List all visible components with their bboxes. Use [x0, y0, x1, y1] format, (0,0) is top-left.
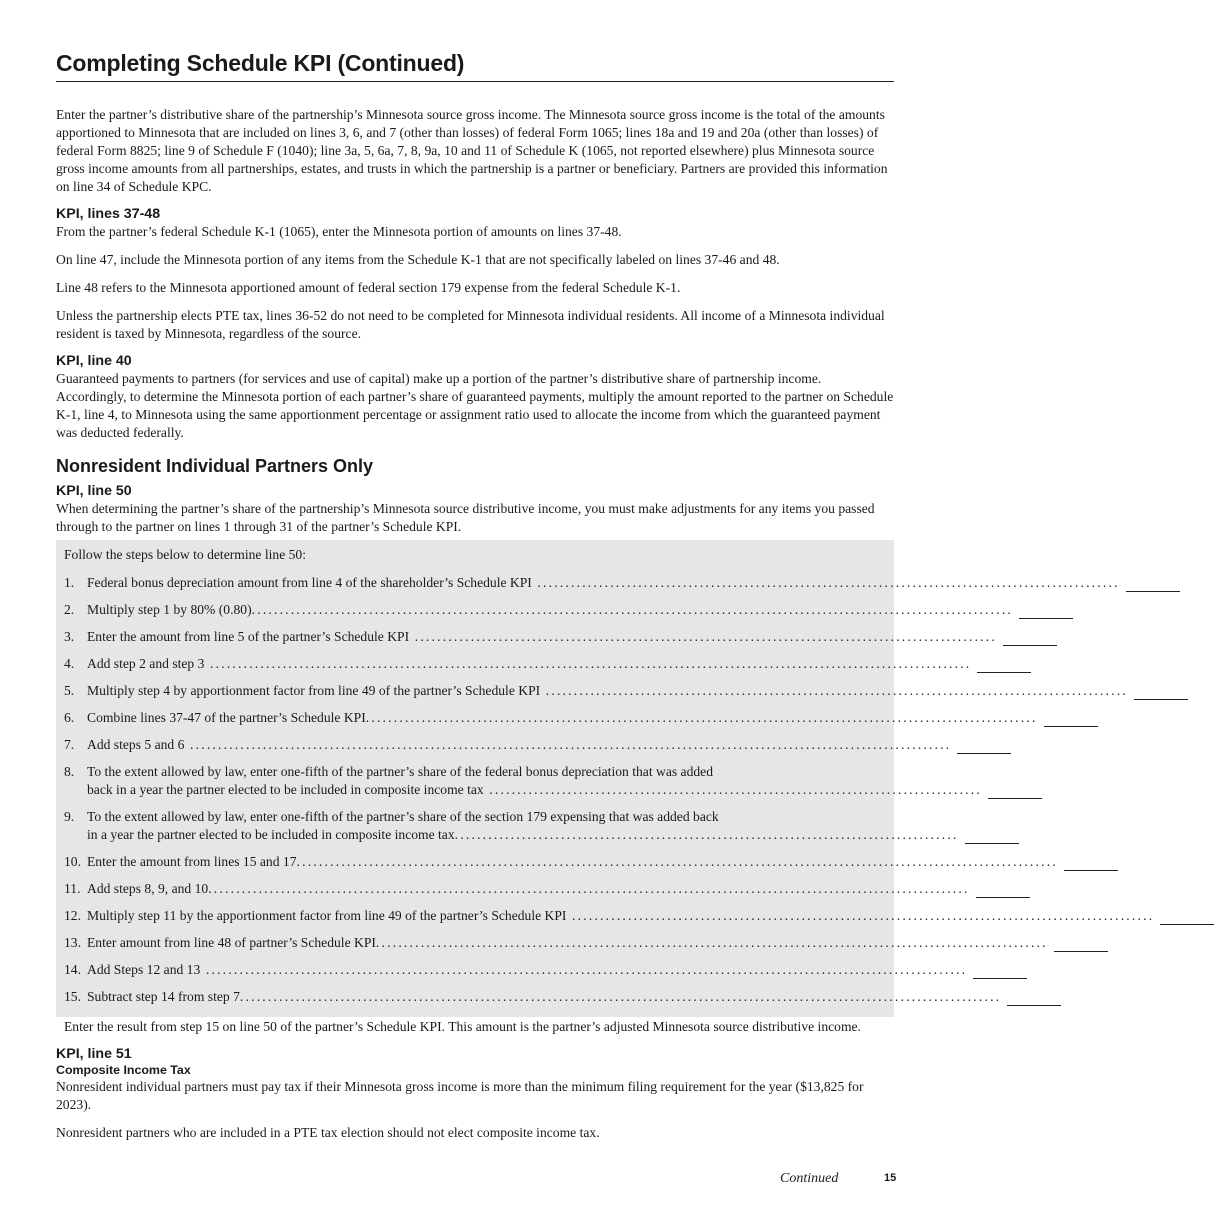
step-answer-blank[interactable] — [957, 739, 1011, 754]
step-number: 10. — [64, 854, 81, 869]
step-number: 7. — [64, 737, 75, 752]
step-number: 9. — [64, 809, 75, 824]
intro-paragraph: Enter the partner’s distributive share of the partnership’s Minnesota source gross income. The Minnesota source gross income is the total of the amounts apportioned to Minnesota that are included on lines 3, 6, and 7 (other than losses) of federal Form 1065; lines 18a and 19 and 20a (other than losses) of federal Form 8825; line 9 of Schedule F (1040); line 3a, 5, 6a, 7, 8, 9a, 10 and 11 of Schedule K (1065, not reported elsewhere) plus Minnesota source gross income amounts from all partnerships, estates, and trusts in which the partnership is a partner or beneficiary. Partners are provided this information on line 34 of Schedule KPC. — [56, 107, 888, 194]
paragraph: Nonresident individual partners must pay tax if their Minnesota gross income is more than the minimum filing requirement for the year ($13,825 for 2023). — [56, 1079, 864, 1112]
worksheet-step: 13. Enter amount from line 48 of partner’s Schedule KPI........................................................................................................................ — [64, 934, 888, 952]
step-number: 12. — [64, 908, 81, 923]
worksheet-step: 10. Enter the amount from lines 15 and 17........................................................................................................................................ — [64, 853, 888, 871]
paragraph: Line 48 refers to the Minnesota apportioned amount of federal section 179 expense from the federal Schedule K-1. — [56, 280, 681, 295]
worksheet-step: 14. Add Steps 12 and 13 ........................................................................................................................................ — [64, 961, 888, 979]
paragraph: Nonresident partners who are included in a PTE tax election should not elect composite income tax. — [56, 1125, 600, 1140]
subheading-composite-income-tax: Composite Income Tax — [56, 1063, 191, 1077]
section-heading-line-40: KPI, line 40 — [56, 353, 132, 369]
step-text: Enter the amount from lines 15 and 17 — [87, 854, 297, 869]
step-number: 3. — [64, 629, 75, 644]
step-number: 2. — [64, 602, 75, 617]
step-number: 1. — [64, 575, 75, 590]
step-answer-blank[interactable] — [1064, 856, 1118, 871]
step-answer-blank[interactable] — [988, 784, 1042, 799]
paragraph: On line 47, include the Minnesota portion of any items from the Schedule K-1 that are not specifically labeled on lines 37-46 and 48. — [56, 252, 780, 267]
step-answer-blank[interactable] — [965, 829, 1019, 844]
worksheet-step: 2. Multiply step 1 by 80% (0.80)........................................................................................................................................ — [64, 601, 888, 619]
step-text: Add step 2 and step 3 — [87, 656, 205, 671]
step-answer-blank[interactable] — [1054, 937, 1108, 952]
step-answer-blank[interactable] — [1134, 685, 1188, 700]
section-heading-lines-37-48: KPI, lines 37-48 — [56, 206, 161, 222]
step-number: 14. — [64, 962, 81, 977]
step-text-line-1: To the extent allowed by law, enter one-fifth of the partner’s share of the federal bonus depreciation that was added — [87, 764, 714, 779]
step-text: Add steps 8, 9, and 10 — [87, 881, 209, 896]
worksheet-step: 4. Add step 2 and step 3 ........................................................................................................................................ — [64, 655, 888, 673]
step-number: 11. — [64, 881, 81, 896]
step-number: 5. — [64, 683, 75, 698]
step-text: Add Steps 12 and 13 — [87, 962, 201, 977]
worksheet-step: 12. Multiply step 11 by the apportionment factor from line 49 of the partner’s Schedule KPI ........................................................................................................ — [64, 907, 888, 925]
worksheet-step: 3. Enter the amount from line 5 of the partner’s Schedule KPI ........................................................................................................ — [64, 628, 888, 646]
step-text-line-1: To the extent allowed by law, enter one-fifth of the partner’s share of the section 179 expensing that was added back — [87, 809, 719, 824]
worksheet-step: 8. To the extent allowed by law, enter one-fifth of the partner’s share of the federal bonus depreciation that was added back in a year the partner elected to be included in composite income tax ........................................................................................ — [64, 763, 888, 799]
steps-worksheet — [56, 540, 1155, 1017]
step-number: 6. — [64, 710, 75, 725]
page-content — [56, 50, 1155, 1152]
page-title: Completing Schedule KPI (Continued) — [56, 50, 894, 82]
step-text: Subtract step 14 from step 7 — [87, 989, 240, 1004]
step-number: 4. — [64, 656, 75, 671]
worksheet-step: 1. Federal bonus depreciation amount from line 4 of the shareholder’s Schedule KPI ........................................................................................................ — [64, 574, 888, 592]
step-text: Enter amount from line 48 of partner’s Schedule KPI — [87, 935, 376, 950]
step-text-line-2: in a year the partner elected to be included in composite income tax — [87, 827, 455, 842]
paragraph: Guaranteed payments to partners (for services and use of capital) make up a portion of the partner’s distributive share of partnership income. Accordingly, to determine the Minnesota portion of each partner’s share of guaranteed payments, multiply the amount reported to the partner on Schedule K-1, line 4, to Minnesota using the same apportionment percentage or assignment ratio used to allocate the income from which the guaranteed payment was deducted federally. — [56, 371, 894, 440]
step-answer-blank[interactable] — [1160, 910, 1214, 925]
step-text: Federal bonus depreciation amount from line 4 of the shareholder’s Schedule KPI — [87, 575, 532, 590]
page-number: 15 — [884, 1172, 897, 1184]
step-answer-blank[interactable] — [1007, 991, 1061, 1006]
step-number: 8. — [64, 764, 75, 779]
step-answer-blank[interactable] — [1126, 577, 1180, 592]
section-heading-line-51: KPI, line 51 — [56, 1046, 132, 1062]
paragraph: From the partner’s federal Schedule K-1 (1065), enter the Minnesota portion of amounts on lines 37-48. — [56, 224, 622, 239]
steps-lead: Follow the steps below to determine line 50: — [64, 547, 307, 562]
paragraph: When determining the partner’s share of the partnership’s Minnesota source distributive income, you must make adjustments for any items you passed through to the partner on lines 1 through 31 of the partner’s Schedule KPI. — [56, 501, 875, 534]
step-answer-blank[interactable] — [976, 883, 1030, 898]
step-text: Multiply step 11 by the apportionment factor from line 49 of the partner’s Schedule KPI — [87, 908, 567, 923]
step-number: 13. — [64, 935, 81, 950]
step-answer-blank[interactable] — [1019, 604, 1073, 619]
step-text: Combine lines 37-47 of the partner’s Schedule KPI — [87, 710, 366, 725]
continued-label: Continued — [780, 1171, 839, 1186]
worksheet-step: 6. Combine lines 37-47 of the partner’s Schedule KPI........................................................................................................................ — [64, 709, 888, 727]
step-number: 15. — [64, 989, 81, 1004]
worksheet-step: 15. Subtract step 14 from step 7........................................................................................................................................ — [64, 988, 888, 1006]
worksheet-step: 7. Add steps 5 and 6 ........................................................................................................................................ — [64, 736, 888, 754]
step-answer-blank[interactable] — [1003, 631, 1057, 646]
step-text: Add steps 5 and 6 — [87, 737, 185, 752]
step-answer-blank[interactable] — [973, 964, 1027, 979]
step-answer-blank[interactable] — [977, 658, 1031, 673]
step-text: Multiply step 4 by apportionment factor from line 49 of the partner’s Schedule KPI — [87, 683, 541, 698]
step-text: Multiply step 1 by 80% (0.80) — [87, 602, 252, 617]
worksheet-step: 9. To the extent allowed by law, enter one-fifth of the partner’s share of the section 179 expensing that was added back in a year the partner elected to be included in composite income tax.......................................................................................... — [64, 808, 888, 844]
step-text-line-2: back in a year the partner elected to be included in composite income tax — [87, 782, 484, 797]
after-steps-note: Enter the result from step 15 on line 50 of the partner’s Schedule KPI. This amount is the partner’s adjusted Minnesota source distributive income. — [64, 1019, 861, 1034]
section-heading-nonresident: Nonresident Individual Partners Only — [56, 456, 374, 476]
worksheet-step: 11. Add steps 8, 9, and 10........................................................................................................................................ — [64, 880, 888, 898]
worksheet-step: 5. Multiply step 4 by apportionment factor from line 49 of the partner’s Schedule KPI ........................................................................................................ — [64, 682, 888, 700]
paragraph: Unless the partnership elects PTE tax, lines 36-52 do not need to be completed for Minnesota individual residents. All income of a Minnesota individual resident is taxed by Minnesota, regardless of the source. — [56, 308, 885, 341]
step-answer-blank[interactable] — [1044, 712, 1098, 727]
section-heading-line-50: KPI, line 50 — [56, 483, 132, 499]
step-text: Enter the amount from line 5 of the partner’s Schedule KPI — [87, 629, 410, 644]
